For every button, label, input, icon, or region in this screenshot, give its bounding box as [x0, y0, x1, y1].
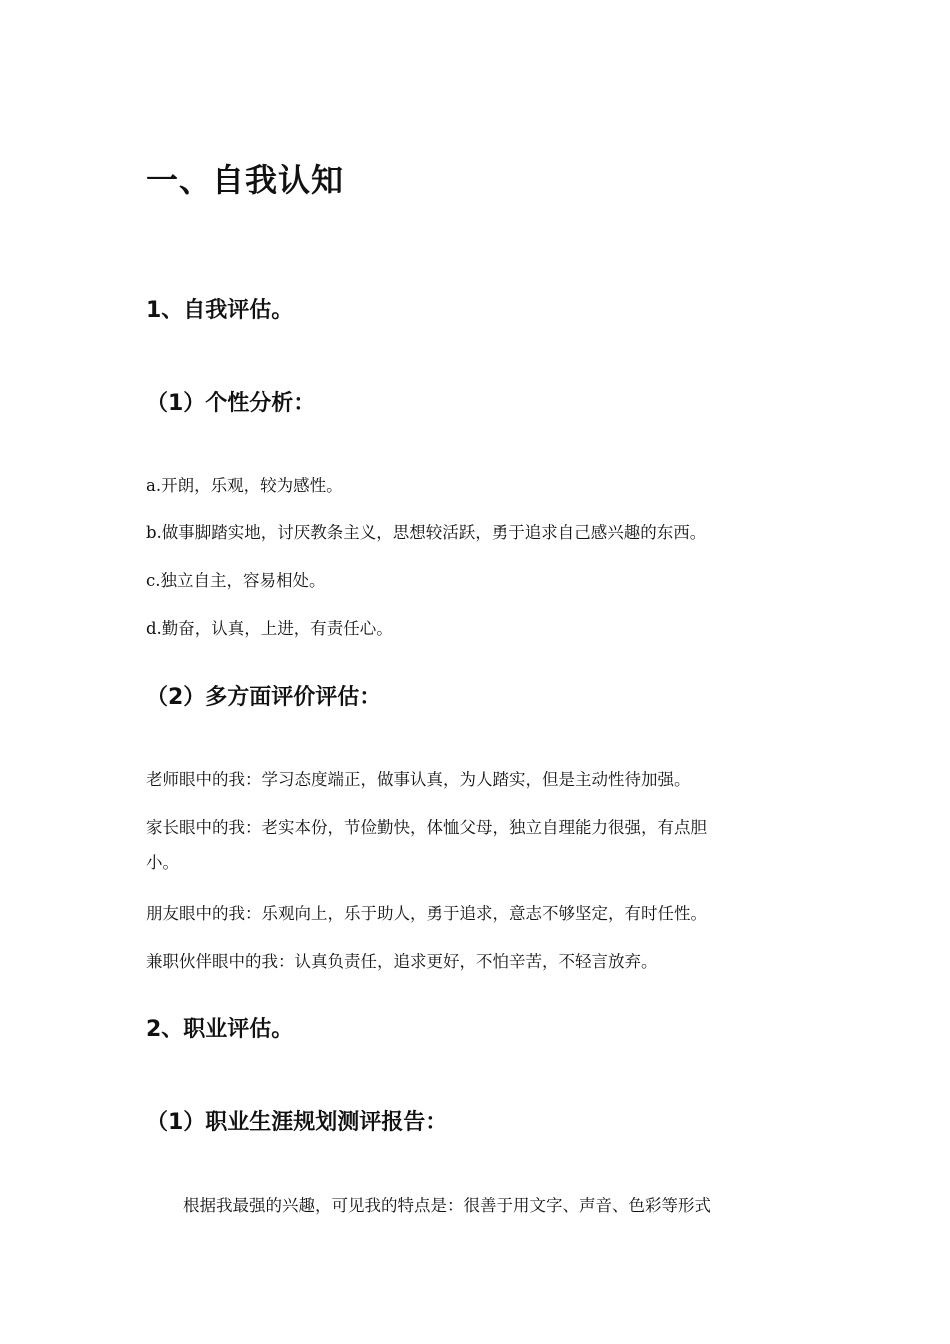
- chapter-heading: 一、自我认知: [146, 161, 345, 199]
- evaluation-parent-line2: 小。: [146, 853, 179, 872]
- subsection-heading-personality: （1）个性分析：: [146, 391, 316, 416]
- career-report-text: 根据我最强的兴趣，可见我的特点是：很善于用文字、声音、色彩等形式: [183, 1196, 711, 1215]
- subsection-heading-evaluation: （2）多方面评价评估：: [146, 685, 382, 710]
- personality-item-a: a.开朗，乐观，较为感性。: [146, 476, 343, 495]
- section-heading-career-assessment: 2、职业评估。: [146, 1017, 294, 1042]
- evaluation-partner: 兼职伙伴眼中的我：认真负责任，追求更好，不怕辛苦，不轻言放弃。: [146, 952, 658, 971]
- evaluation-friend: 朋友眼中的我：乐观向上，乐于助人，勇于追求，意志不够坚定，有时任性。: [146, 904, 707, 923]
- personality-item-b: b.做事脚踏实地，讨厌教条主义，思想较活跃，勇于追求自己感兴趣的东西。: [146, 523, 707, 542]
- personality-item-c: c.独立自主，容易相处。: [146, 571, 326, 590]
- personality-item-d: d.勤奋，认真，上进，有责任心。: [146, 619, 393, 638]
- evaluation-teacher: 老师眼中的我：学习态度端正，做事认真，为人踏实，但是主动性待加强。: [146, 770, 691, 789]
- section-heading-self-assessment: 1、自我评估。: [146, 298, 294, 323]
- evaluation-parent-line1: 家长眼中的我：老实本份，节俭勤快，体恤父母，独立自理能力很强，有点胆: [146, 818, 707, 837]
- subsection-heading-career-report: （1）职业生涯规划测评报告：: [146, 1110, 448, 1135]
